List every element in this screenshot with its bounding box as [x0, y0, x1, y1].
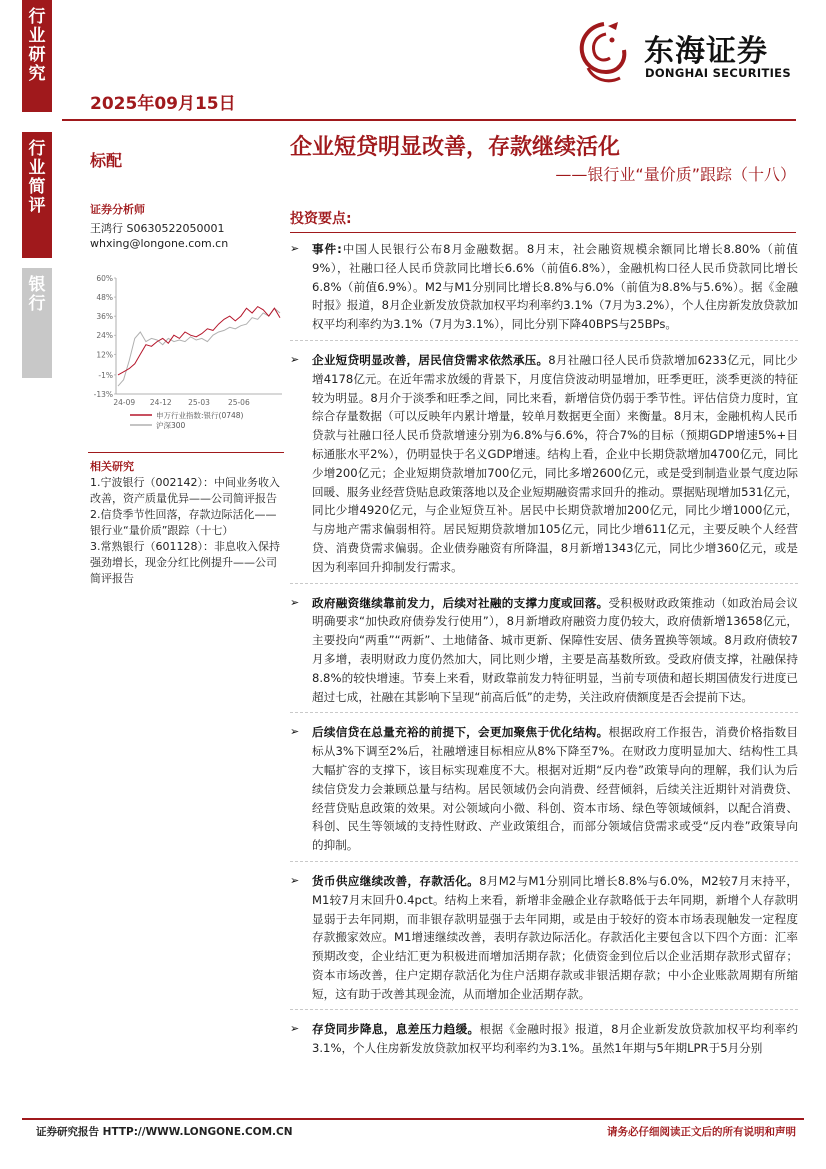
- highlight-paragraph: [290, 594, 798, 707]
- logo-english-name: DONGHAI SECURITIES: [645, 66, 791, 80]
- paragraph-lead: 后续信贷在总量充裕的前提下，会更加聚焦于优化结构。: [312, 725, 609, 740]
- sidebar-block-report-kind: [22, 132, 52, 258]
- y-tick-label: 24%: [96, 331, 113, 341]
- related-item[interactable]: 1.宁波银行（002142）：中间业务收入改善，资产质量优异——公司简评报告: [90, 476, 280, 505]
- paragraph-lead: 存贷同步降息，息差压力趋缓。: [312, 1022, 480, 1037]
- paragraph-text: 根据政府工作报告，消费价格指数目标从3%下调至2%后，社融增速目标相应从8%下降至7%。在财政力度明显加大、结构性工具大幅扩容的支撑下，该目标实现难度不大。根据对近期“反内卷”政策导向的理解，我们认为后续信贷发力会兼顾总量与结构。居民领域仍会向消费、经营倾斜，后续关注近期针对消费贷、经营贷贴息政策的效果。对公领域向小微、科创、资本市场、绿色等领域倾斜，以配合消费、科创、民生等领域的支持性财政、产业政策组合，而部分领域信贷需求或受“反内卷”政策导向的抑制。: [312, 725, 798, 853]
- y-tick-label: -13%: [93, 390, 113, 399]
- industry-rating: 标配: [90, 151, 123, 170]
- related-research-heading: 相关研究: [90, 460, 134, 473]
- highlights-body: [290, 240, 798, 1058]
- paragraph-separator: [290, 712, 798, 713]
- arrow-bullet-icon: ➢: [290, 725, 300, 739]
- legend-label: 沪深300: [156, 421, 186, 430]
- paragraph-separator: [290, 1009, 798, 1010]
- company-logo: [568, 18, 798, 90]
- related-item[interactable]: 2.信贷季节性回落，存款边际活化——银行业“量价质”跟踪（十七）: [90, 508, 277, 537]
- arrow-bullet-icon: ➢: [290, 242, 300, 255]
- paragraph-lead: 政府融资继续靠前发力，后续对社融的支撑力度或回落。: [312, 595, 609, 610]
- sidebar-block-industry: [22, 268, 52, 378]
- highlight-paragraph: [290, 351, 798, 577]
- y-tick-label: 36%: [96, 312, 113, 322]
- arrow-bullet-icon: ➢: [290, 352, 300, 366]
- highlight-paragraph: [290, 1020, 798, 1058]
- analyst-email: whxing@longone.com.cn: [90, 237, 229, 250]
- legend-label: 申万行业指数:银行(0748): [156, 411, 244, 420]
- highlights-divider: [290, 232, 796, 233]
- report-title: 企业短贷明显改善，存款继续活化: [290, 135, 621, 160]
- sidebar-char: 究: [28, 64, 46, 84]
- sidebar-char: 行: [28, 7, 46, 27]
- paragraph-lead: 企业短贷明显改善，居民信贷需求依然承压。: [312, 352, 549, 367]
- paragraph-text: 中国人民银行公布8月金融数据。8月末，社会融资规模余额同比增长8.80%（前值9%），社融口径人民币贷款同比增长6.6%（前值6.8%），金融机构口径人民币贷款同比增长6.8%（前值6.9%）。M2与M1分别同比增长8.8%与6.0%（前值为8.8%与5.6%）。据《金融时报》报道，8月企业新发放贷款加权平均利率约3.1%（7月为3.2%），个人住房新发放贷款加权平均利率约为3.1%（7月为3.1%），同比分别下降40BPS与25BPs。: [312, 242, 798, 332]
- sidebar-char: 行: [28, 139, 46, 159]
- y-tick-label: -1%: [98, 370, 113, 380]
- analyst-name: 王鸿行 S0630522050001: [90, 222, 225, 235]
- arrow-bullet-icon: ➢: [290, 595, 300, 609]
- chart-divider: [88, 452, 284, 453]
- x-tick-label: 24-09: [113, 398, 136, 407]
- sidebar-char: 行: [28, 294, 46, 314]
- sidebar-block-report-type: [22, 0, 52, 112]
- x-tick-label: 25-06: [227, 398, 250, 407]
- footer-website[interactable]: 证券研究报告 HTTP://WWW.LONGONE.COM.CN: [36, 1126, 293, 1138]
- investment-highlights-heading: 投资要点:: [290, 211, 352, 227]
- x-tick-label: 24-12: [149, 398, 172, 407]
- footer-divider: [22, 1118, 804, 1120]
- dragon-logo-icon: [568, 18, 640, 90]
- paragraph-text: 受积极财政政策推动（如政治局会议明确要求“加快政府债券发行使用”），8月新增政府融资力度仍较大，政府债新增13658亿元，主要投向“两重”“两新”、土地储备、城市更新、保障性安居、债务置换等领域。8月政府债较7月多增，表明财政力度仍然加大，同比则少增，主要是高基数所致。受政府债支撑，社融保持8.8%的较快增速。节奏上来看，财政靠前发力特征明显，当前专项债和超长期国债发行进度已超过七成，社融在其影响下呈现“前高后低”的走势，关注政府债额度是否会提前下达。: [312, 595, 798, 704]
- arrow-bullet-icon: ➢: [290, 1022, 300, 1036]
- highlight-paragraph: [290, 872, 798, 1004]
- sidebar-char: 评: [28, 196, 46, 216]
- logo-chinese-name: 东海证券: [644, 34, 768, 69]
- analyst-heading: 证券分析师: [90, 203, 145, 216]
- paragraph-separator: [290, 340, 798, 341]
- paragraph-lead: 事件:: [312, 242, 342, 256]
- related-research-list: [90, 475, 286, 587]
- paragraph-separator: [290, 861, 798, 862]
- paragraph-lead: 货币供应继续改善，存款活化。: [312, 873, 480, 888]
- y-tick-label: 60%: [96, 274, 113, 283]
- report-date: 2025年09月15日: [90, 94, 236, 114]
- y-tick-label: 48%: [96, 293, 113, 303]
- header-divider: [62, 119, 796, 121]
- report-subtitle: ——银行业“量价质”跟踪（十八）: [555, 165, 796, 184]
- paragraph-text: 8月M2与M1分别同比增长8.8%与6.0%，M2较7月末持平，M1较7月末回升0.4pct。结构上来看，新增非金融企业存款略低于去年同期，新增个人存款明显弱于去年同期，而非银存款明显强于去年同期，或是由于较好的资本市场表现触发一定程度存款搬家效应。M1增速继续改善，表明存款边际活化。存款活化主要包含以下四个方面：汇率预期改变，企业结汇更为积极进而增加活期存款；化债资金到位后以企业活期存款形式留存；资本市场改善，住户定期存款活化为住户活期存款或非银活期存款；中小企业账款周期有所缩短，这有助于改善其现金流，从而增加企业活期存款。: [312, 873, 798, 1001]
- sidebar-char: 业: [28, 26, 46, 46]
- paragraph-text: 8月社融口径人民币贷款增加6233亿元，同比少增4178亿元。在近年需求放缓的背景下，月度信贷波动明显增加，旺季更旺，淡季更淡的特征较为明显。8月介于淡季和旺季之间，同比来看，新增信贷仍弱于季节性。评估信贷力度时，宜综合存量数据（可以反映年内累计增量，较单月数据更全面）来衡量。8月末，金融机构人民币贷款与社融口径人民币贷款增速分别为6.8%与6.6%，符合7%的目标（预期GDP增速5%+目标通胀水平2%），仍明显快于名义GDP增速。结构上看，企业中长期贷款增加4700亿元，同比少增200亿元；企业短期贷款增加700亿元，同比多增2600亿元，或是受到制造业景气度边际回暖、服务业经营贷贴息政策落地以及企业短期融资需求回升的推动。票据贴现增加531亿元，同比少增4920亿元，与企业短贷互补。居民中长期贷款增加200亿元，同比少增1000亿元，与房地产需求偏弱相符。居民短期贷款增加105亿元，同比少增611亿元，主要反映个人经营贷、消费贷需求偏弱。企业债券融资有所降温，8月新增1343亿元，同比少增360亿元，或是因为利率回升抑制发行需求。: [312, 352, 798, 574]
- paragraph-text: 根据《金融时报》报道，8月企业新发放贷款加权平均利率约3.1%，个人住房新发放贷款加权平均利率约为3.1%。虽然1年期与5年期LPR于5月分别: [312, 1022, 798, 1056]
- arrow-bullet-icon: ➢: [290, 873, 300, 887]
- highlight-paragraph: [290, 240, 798, 334]
- index-performance-chart: [88, 270, 284, 446]
- y-tick-label: 12%: [96, 350, 113, 360]
- sidebar-char: 银: [28, 275, 46, 295]
- sidebar-char: 简: [28, 177, 46, 197]
- x-tick-label: 25-03: [188, 398, 210, 407]
- footer-disclaimer: 请务必仔细阅读正文后的所有说明和声明: [607, 1126, 796, 1138]
- series-line: [118, 308, 280, 386]
- series-line: [118, 307, 280, 375]
- highlight-paragraph: [290, 723, 798, 855]
- paragraph-separator: [290, 583, 798, 584]
- sidebar-char: 研: [28, 45, 46, 65]
- chart-svg: [88, 270, 284, 446]
- related-item[interactable]: 3.常熟银行（601128）：非息收入保持强劲增长，现金分红比例提升——公司简评报告: [90, 540, 280, 585]
- sidebar-char: 业: [28, 158, 46, 178]
